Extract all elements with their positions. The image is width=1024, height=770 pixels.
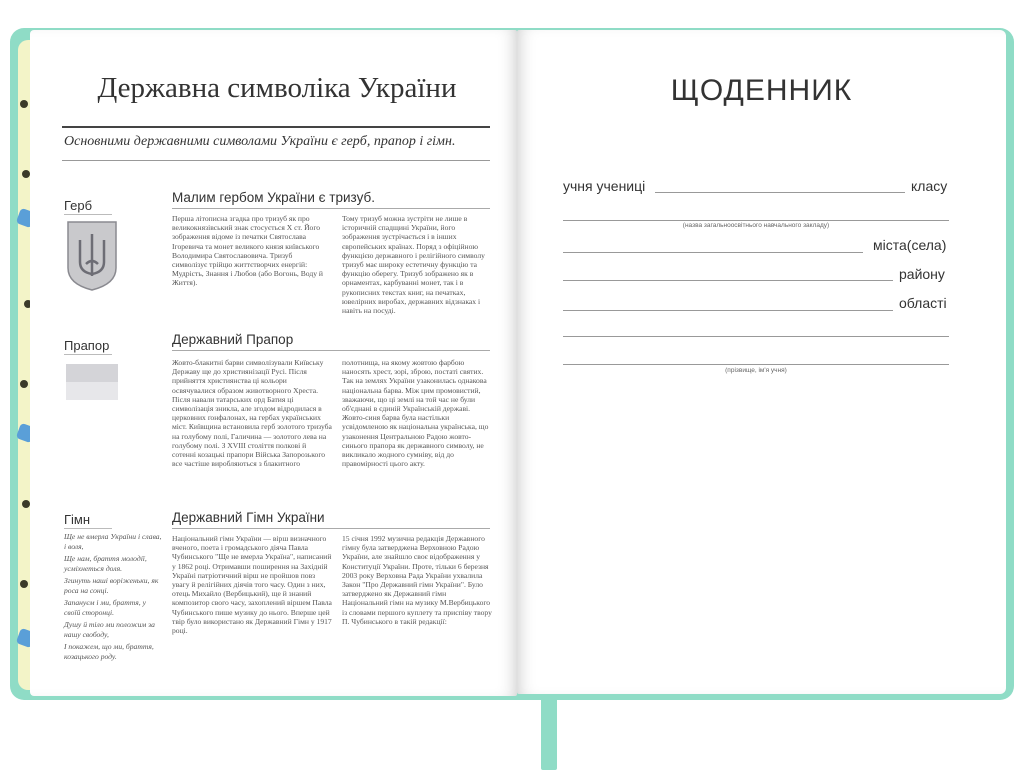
section-label-divider xyxy=(64,354,112,355)
trident-icon xyxy=(66,220,118,292)
verse-line: Ще не вмерла України і слава, і воля, xyxy=(64,532,162,551)
student-label: учня учениці xyxy=(563,178,646,194)
coat-of-arms-text-col2: Тому тризуб можна зустріти не лише в історичній спадщині України, його зображення зустрічається і в інших європейських країнах. Поряд з офіційною функцією державного і релігійного символу тризуб має широку естетичну функцію та функцію оберегу. Тризуб зображено як в орнаментах, карбуванні монет, так і в рукописних текстах книг, на печатках, ювелірних виробах, державних відзнаках і навіть на посуді. xyxy=(342,214,485,316)
flag-bottom-stripe xyxy=(66,382,118,400)
school-field[interactable] xyxy=(563,220,949,221)
district-label: району xyxy=(899,266,945,282)
paw-print-icon xyxy=(20,100,28,108)
section-label-coat-of-arms: Герб xyxy=(64,198,93,213)
class-label: класу xyxy=(911,178,948,194)
section-label-flag: Прапор xyxy=(64,338,110,353)
section-heading-flag: Державний Прапор xyxy=(172,332,294,347)
title-divider xyxy=(62,126,490,128)
section-label-divider xyxy=(64,214,112,215)
district-field[interactable] xyxy=(563,280,893,281)
paw-print-icon xyxy=(20,580,28,588)
section-heading-divider xyxy=(172,208,490,209)
paw-print-icon xyxy=(20,380,28,388)
flag-text-col2: полотнища, на якому жовтою фарбою наносять хрест, зорі, зброю, постаті святих. Так на землях України узаконилась однакова національна барва. Між цим промовистий, зважаючи, що ці землі на той час не були об'єднані в єдиній Українській державі. Жовто-синя барва була настільки усвідомленою як національна українська, що узаконення Центральною Радою жовто-синього прапора як державного символу, не викликало жодного сумніву, від до правомірності цього акту. xyxy=(342,358,489,469)
flag-top-stripe xyxy=(66,364,118,382)
paw-print-icon xyxy=(22,500,30,508)
page-title: Державна символіка України xyxy=(97,72,457,104)
student-field[interactable] xyxy=(655,192,905,193)
section-heading-divider xyxy=(172,350,490,351)
section-label-divider xyxy=(64,528,112,529)
verse-line: І покажем, що ми, браття, козацького роду. xyxy=(64,642,154,661)
name-note: (прізвище, ім'я учня) xyxy=(725,367,787,374)
anthem-verse xyxy=(64,532,164,662)
name-field-line-1[interactable] xyxy=(563,336,949,337)
city-field[interactable] xyxy=(563,252,863,253)
left-page xyxy=(30,30,517,696)
school-note: (назва загальноосвітнього навчального закладу) xyxy=(682,222,830,229)
right-page xyxy=(517,30,1006,694)
intro-divider xyxy=(62,160,490,161)
verse-line: Запануєм і ми, браття, у своїй сторонці. xyxy=(64,598,146,617)
section-heading-coat-of-arms: Малим гербом України є тризуб. xyxy=(172,190,375,205)
city-label: міста(села) xyxy=(873,237,947,253)
paw-print-icon xyxy=(22,170,30,178)
intro-text: Основними державними символами України є герб, прапор і гімн. xyxy=(64,134,456,149)
diary-title: ЩОДЕННИК xyxy=(670,74,853,107)
verse-line: Згинуть наші воріженьки, як роса на сонці. xyxy=(64,576,159,595)
section-heading-divider xyxy=(172,528,490,529)
flag-text-col1: Жовто-блакитні барви символізували Київську Державу ще до християнізації Русі. Після прийняття християнства ці кольори освячувалися образом животворного Хреста. Після навали татарських орд Батия ці символізація зникла, але згодом відродилася в церковних ґонфалонах, на гербах українських міст. Київщина встановила герб золотого тризуба на голубому полі, Галичина — золотого лева на голубому полі. З XVIII століття полкові й сотенні козацькі прапори Війська Запорозького все частіше виробляються з блакитного xyxy=(172,358,332,469)
verse-line: Душу й тіло ми положим за нашу свободу, xyxy=(64,620,155,639)
anthem-text-col1: Національний гімн України — вірш визначного вченого, поета і громадського діяча Павла Чубинського "Ще не вмерла Україна", написаний у 1862 році. Отримавши поширення на Західній Україні патріотичний вірш не пройшов повз увагу й релігійних діячів того часу. Один з них, отець Михайло (Вербицький), ще й знаний композитор свого часу, захоплений віршем Павла Чубинського пише музику до нього. Вперше цей твір було використано як Державний Гімн у 1917 році. xyxy=(172,534,332,636)
anthem-text-col2: 15 січня 1992 музична редакція Державного гімну була затверджена Верховною Радою України, але знайшло своє відображення у Конституції України. Проте, тільки 6 березня 2003 року Верховна Рада України ухвалила Закон "Про Державний гімн України". Було затверджено як Державний гімн Національний гімн на музику М.Вербицького із словами першого куплету та приспіву твору П. Чубинського в такій редакції: xyxy=(342,534,492,626)
region-label: області xyxy=(899,295,947,311)
region-field[interactable] xyxy=(563,310,893,311)
section-heading-anthem: Державний Гімн України xyxy=(172,510,325,525)
name-field-line-2[interactable] xyxy=(563,364,949,365)
bookmark-ribbon[interactable] xyxy=(541,690,557,770)
verse-line: Ще нам, браття молодії, усміхнеться доля. xyxy=(64,554,147,573)
section-label-anthem: Гімн xyxy=(64,512,91,527)
coat-of-arms-text-col1: Перша літописна згадка про тризуб як про великокнязівський знак стосується X ст. Його зображення відоме із печатки Святослава Ігоревича та монет великого князя київського Володимира Святославовича. Тризуб символізує трійцю життєтворчих енергій: Мудрість, Знання і Любов (або Вогонь, Воду й Життя). xyxy=(172,214,323,288)
